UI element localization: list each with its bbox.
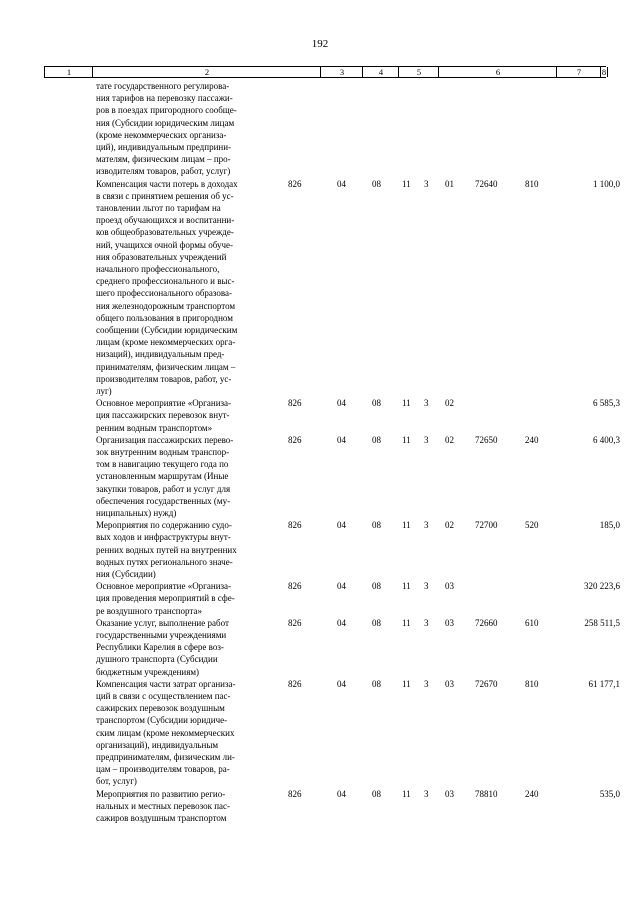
section-code: 04 [337, 581, 346, 592]
subprogram-code: 3 [424, 520, 429, 531]
description-line: Республики Карелия в сфере воз- [96, 642, 224, 653]
description-line: ским лицам (кроме некоммерческих [96, 727, 235, 738]
program-code: 11 [402, 788, 411, 799]
row-description [96, 80, 274, 178]
program-code: 11 [402, 434, 411, 445]
description-line: ренних водных путей на внутренних [96, 544, 237, 555]
program-code: 11 [402, 398, 411, 409]
amount: 1 100,0 [593, 178, 620, 189]
description-line: ний, учащихся очной формы обуче- [96, 239, 233, 250]
description-line: изводителям товаров, работ, услуг) [96, 166, 231, 177]
amount: 320 223,6 [584, 581, 620, 592]
subprogram-code: 3 [424, 581, 429, 592]
subsection-code: 08 [372, 520, 381, 531]
subprogram-code: 3 [424, 617, 429, 628]
description-line: проезд обучающихся и воспитанни- [96, 215, 235, 226]
subsection-code: 08 [372, 434, 381, 445]
ministry-code: 826 [288, 678, 302, 689]
description-line: том в навигацию текущего года по [96, 459, 229, 470]
row-description [96, 788, 274, 825]
description-line: сажирских перевозок воздушным [96, 703, 225, 714]
header-col-1: 1 [44, 67, 93, 77]
activity-code: 01 [445, 178, 454, 189]
section-code: 04 [337, 678, 346, 689]
program-code: 11 [402, 520, 411, 531]
description-line: производителям товаров, работ, ус- [96, 373, 232, 384]
direction-code: 72660 [475, 617, 498, 628]
description-line: Основное мероприятие «Организа- [96, 398, 232, 409]
expense-type-code: 240 [525, 788, 539, 799]
description-line: общего пользования в пригородном [96, 312, 233, 323]
description-line: предпринимателям, физическим ли- [96, 752, 235, 763]
direction-code: 72640 [475, 178, 498, 189]
ministry-code: 826 [288, 178, 302, 189]
activity-code: 02 [445, 520, 454, 531]
table-header [44, 66, 606, 78]
header-col-2: 2 [92, 67, 321, 77]
amount: 258 511,5 [584, 617, 620, 628]
row-description [96, 617, 274, 678]
row-description [96, 178, 274, 398]
description-line: ния образовательных учреждений [96, 251, 227, 262]
description-line: душного транспорта (Субсидии [96, 654, 218, 665]
row-description [96, 580, 274, 617]
row-description [96, 519, 274, 580]
section-code: 04 [337, 434, 346, 445]
description-line: среднего профессионального и выс- [96, 276, 235, 287]
expense-type-code: 520 [525, 520, 539, 531]
expense-type-code: 810 [525, 678, 539, 689]
description-line: организаций), индивидуальным [96, 739, 219, 750]
expense-type-code: 810 [525, 178, 539, 189]
description-line: ция проведения мероприятий в сфе- [96, 593, 235, 604]
description-line: установленным маршрутам (Иные [96, 471, 229, 482]
description-line: ров в поездах пригородного сообще- [96, 105, 237, 116]
description-line: Основное мероприятие «Организа- [96, 581, 232, 592]
program-code: 11 [402, 581, 411, 592]
subsection-code: 08 [372, 398, 381, 409]
description-line: сажиров воздушным транспортом [96, 813, 227, 823]
amount: 61 177,1 [588, 678, 620, 689]
ministry-code: 826 [288, 398, 302, 409]
expense-type-code: 240 [525, 434, 539, 445]
description-line: обеспечения государственных (му- [96, 495, 231, 506]
activity-code: 03 [445, 581, 454, 592]
ministry-code: 826 [288, 581, 302, 592]
header-col-7: 7 [556, 67, 601, 77]
section-code: 04 [337, 520, 346, 531]
amount: 6 585,3 [593, 398, 620, 409]
direction-code: 72650 [475, 434, 498, 445]
description-line: мателям, физическим лицам – про- [96, 154, 231, 165]
program-code: 11 [402, 678, 411, 689]
description-line: ций в связи с осуществлением пас- [96, 691, 231, 701]
amount: 535,0 [599, 788, 620, 799]
subsection-code: 08 [372, 678, 381, 689]
description-line: тате государственного регулирова- [96, 81, 230, 91]
description-line: вых ходов и инфраструктуры внут- [96, 532, 231, 543]
subsection-code: 08 [372, 617, 381, 628]
section-code: 04 [337, 398, 346, 409]
description-line: ния (Субсидии) [96, 569, 156, 579]
subsection-code: 08 [372, 178, 381, 189]
program-code: 11 [402, 617, 411, 628]
activity-code: 03 [445, 678, 454, 689]
activity-code: 02 [445, 398, 454, 409]
description-line: ций), индивидуальным предприни- [96, 142, 232, 153]
activity-code: 03 [445, 788, 454, 799]
description-line: зок внутренним водным транспор- [96, 447, 230, 457]
description-line: бот, услуг) [96, 776, 137, 787]
section-code: 04 [337, 617, 346, 628]
section-code: 04 [337, 788, 346, 799]
description-line: начального профессионального, [96, 264, 220, 275]
row-description [96, 678, 274, 788]
ministry-code: 826 [288, 520, 302, 531]
header-col-8: 8 [601, 67, 607, 77]
description-line: шего профессионального образова- [96, 288, 233, 299]
description-line: ре воздушного транспорта» [96, 605, 202, 616]
description-line: государственными учреждениями [96, 630, 227, 640]
description-line: (кроме некоммерческих организа- [96, 129, 227, 140]
description-line: сообщении (Субсидии юридическим [96, 325, 238, 336]
amount: 6 400,3 [593, 434, 620, 445]
subprogram-code: 3 [424, 678, 429, 689]
subprogram-code: 3 [424, 788, 429, 799]
subprogram-code: 3 [424, 178, 429, 189]
ministry-code: 826 [288, 617, 302, 628]
description-line: в связи с принятием решения об ус- [96, 190, 234, 201]
description-line: ния железнодорожным транспортом [96, 300, 236, 311]
row-description [96, 434, 274, 519]
description-line: принимателям, физическим лицам – [96, 361, 236, 372]
description-line: Компенсация части затрат организа- [96, 678, 236, 689]
direction-code: 72700 [475, 520, 498, 531]
description-line: ниципальных) нужд) [96, 508, 177, 519]
ministry-code: 826 [288, 788, 302, 799]
description-line: ренним водным транспортом» [96, 422, 213, 433]
subprogram-code: 3 [424, 398, 429, 409]
description-line: нальных и местных перевозок пас- [96, 800, 231, 811]
subprogram-code: 3 [424, 434, 429, 445]
description-line: низаций), индивидуальным пред- [96, 349, 225, 360]
direction-code: 72670 [475, 678, 498, 689]
description-line: закупки товаров, работ и услуг для [96, 483, 231, 494]
description-line: Оказание услуг, выполнение работ [96, 617, 229, 628]
description-line: луг) [96, 386, 112, 397]
ministry-code: 826 [288, 434, 302, 445]
description-line: лицам (кроме некоммерческих орга- [96, 337, 236, 348]
description-line: Организация пассажирских перево- [96, 434, 234, 445]
description-line: водных путях регионального значе- [96, 556, 233, 567]
description-line: бюджетным учреждениям) [96, 666, 200, 677]
header-col-3: 3 [320, 67, 363, 77]
activity-code: 02 [445, 434, 454, 445]
page-number: 192 [311, 38, 329, 50]
expense-type-code: 610 [525, 617, 539, 628]
header-col-5: 5 [398, 67, 439, 77]
description-line: ция пассажирских перевозок внут- [96, 410, 230, 421]
description-line: ков общеобразовательных учрежде- [96, 227, 234, 238]
description-line: тановлении льгот по тарифам на [96, 203, 221, 213]
description-line: Мероприятия по развитию регио- [96, 788, 226, 799]
row-description [96, 397, 274, 434]
description-line: Мероприятия по содержанию судо- [96, 520, 232, 531]
header-col-6: 6 [438, 67, 557, 77]
description-line: цам – производителям товаров, ра- [96, 764, 230, 775]
subsection-code: 08 [372, 788, 381, 799]
subsection-code: 08 [372, 581, 381, 592]
section-code: 04 [337, 178, 346, 189]
description-line: ния тарифов на перевозку пассажи- [96, 93, 233, 104]
program-code: 11 [402, 178, 411, 189]
description-line: транспортом (Субсидии юридиче- [96, 715, 228, 726]
direction-code: 78810 [475, 788, 498, 799]
activity-code: 03 [445, 617, 454, 628]
header-col-4: 4 [362, 67, 399, 77]
description-line: ния (Субсидии юридическим лицам [96, 117, 235, 128]
description-line: Компенсация части потерь в доходах [96, 178, 238, 189]
amount: 185,0 [599, 520, 620, 531]
